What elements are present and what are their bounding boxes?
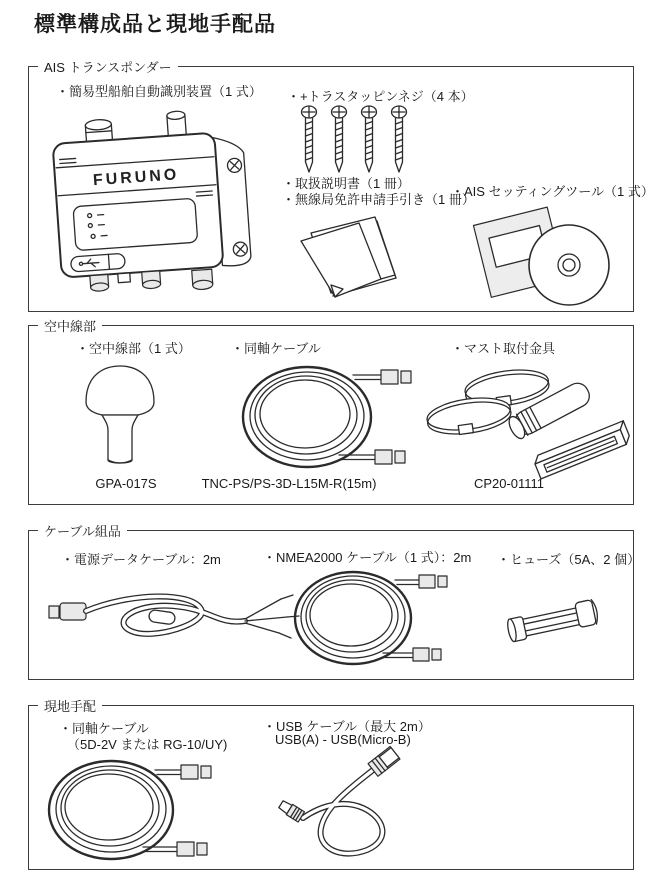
coax-cable-illustration — [235, 362, 413, 474]
section-legend: 現地手配 — [38, 696, 102, 715]
section-ais-transponder — [28, 60, 654, 312]
model-caption-fixture: CP20-01111 — [473, 476, 545, 491]
model-caption-coax: TNC-PS/PS-3D-L15M-R(15m) — [201, 476, 377, 491]
item-label-coax-cable: ・同軸ケーブル — [231, 341, 321, 356]
section-legend: 空中線部 — [38, 316, 102, 335]
screws-illustration — [301, 105, 413, 177]
documents-illustration — [295, 209, 399, 303]
item-label-setting-tool: ・AIS セッティングツール（1 式） — [451, 184, 654, 199]
section-local-supply — [28, 699, 634, 870]
nmea2000-cable-illustration — [289, 567, 449, 671]
item-label-nmea2000-cable: ・NMEA2000 ケーブル（1 式）：2m — [263, 550, 472, 565]
antenna-illustration — [81, 362, 159, 474]
item-label-antenna: ・空中線部（1 式） — [76, 341, 191, 356]
item-label-power-cable: ・電源データケーブル：2m — [61, 552, 221, 567]
item-label-tapping-screws: ・+トラスタッピンネジ（4 本） — [287, 89, 474, 104]
item-label-usb-cable: ・USB ケーブル（最大 2m） — [263, 719, 431, 734]
local-coax-illustration — [43, 756, 215, 866]
item-label-mast-fixture: ・マスト取付金具 — [451, 341, 556, 356]
section-antenna-unit — [28, 319, 634, 505]
section-legend: AIS トランスポンダー — [38, 57, 178, 76]
furuno-logo: FURUNO — [92, 166, 180, 190]
model-caption-antenna: GPA-017S — [95, 476, 157, 491]
item-label-license-guide: ・無線局免許申請手引き（1 冊） — [282, 192, 475, 207]
item-label-fuse: ・ヒューズ（5A、2 個） — [497, 552, 641, 567]
item-label-operators-manual: ・取扱説明書（1 冊） — [282, 176, 410, 191]
item-sublabel-local-coax: （5D-2V または RG-10/UY) — [67, 737, 228, 752]
transponder-illustration — [45, 109, 283, 303]
setting-tool-cd-illustration — [465, 203, 621, 307]
item-label-local-coax: ・同軸ケーブル — [59, 721, 149, 736]
fuse-illustration — [506, 593, 610, 649]
section-cable-assemblies — [28, 524, 641, 680]
power-cable-illustration — [49, 577, 301, 665]
item-sublabel-usb-cable: USB(A) - USB(Micro-B) — [275, 732, 411, 747]
usb-cable-illustration — [269, 748, 425, 868]
mast-fixture-illustration — [429, 354, 633, 480]
item-label-transponder-unit: ・簡易型船舶自動識別装置（1 式） — [56, 84, 262, 99]
section-legend: ケーブル組品 — [38, 521, 127, 540]
page-title: 標準構成品と現地手配品 — [34, 13, 276, 36]
